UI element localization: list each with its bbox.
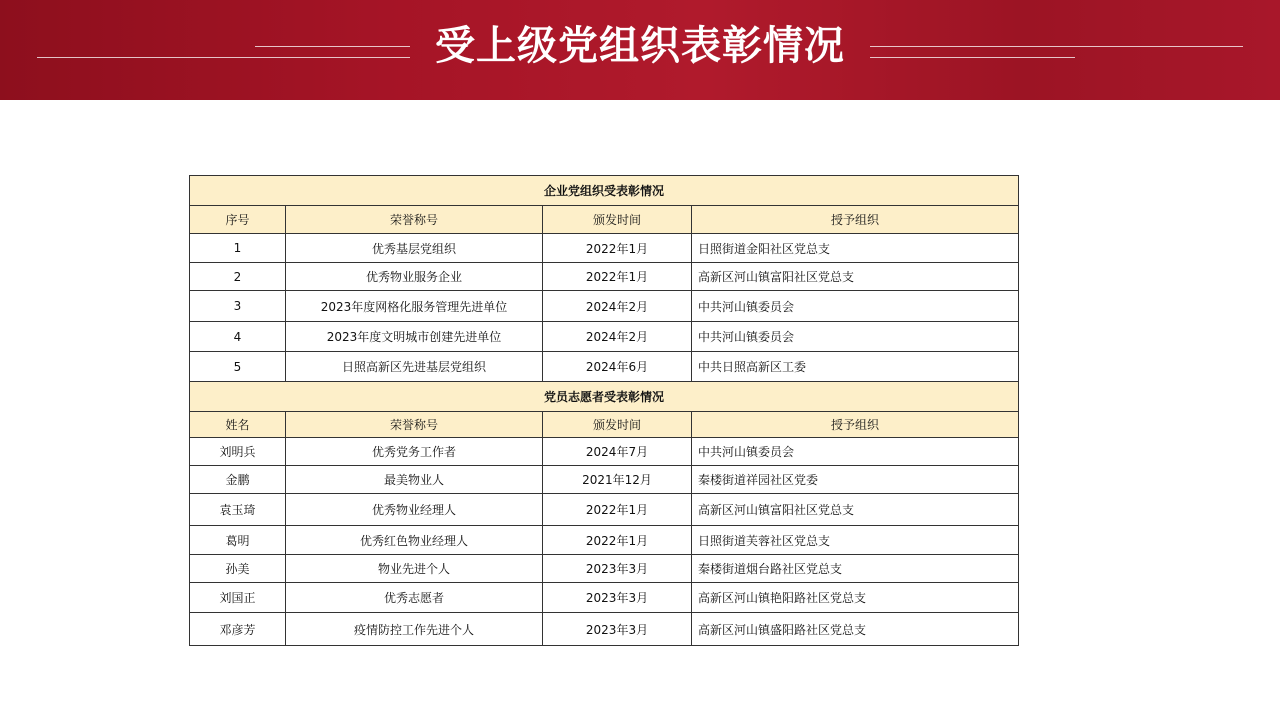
table-row <box>190 291 1019 322</box>
table-cell: 葛明 <box>190 526 286 555</box>
volunteer-section-title-row <box>190 382 1019 412</box>
table-row <box>190 263 1019 291</box>
table-cell: 优秀基层党组织 <box>286 234 543 263</box>
table-cell: 2022年1月 <box>543 234 692 263</box>
column-header: 授予组织 <box>692 206 1019 234</box>
column-header: 颁发时间 <box>543 412 692 438</box>
table-cell: 刘国正 <box>190 583 286 613</box>
table-row <box>190 494 1019 526</box>
table-cell: 物业先进个人 <box>286 555 543 583</box>
table-cell: 2021年12月 <box>543 466 692 494</box>
table-cell: 高新区河山镇艳阳路社区党总支 <box>692 583 1019 613</box>
table-cell: 疫情防控工作先进个人 <box>286 613 543 646</box>
table-cell: 中共河山镇委员会 <box>692 291 1019 322</box>
table-row <box>190 583 1019 613</box>
table-row <box>190 234 1019 263</box>
table-cell: 中共河山镇委员会 <box>692 322 1019 352</box>
column-header: 姓名 <box>190 412 286 438</box>
table-cell: 4 <box>190 322 286 352</box>
enterprise-section-header-row <box>190 206 1019 234</box>
table-cell: 日照高新区先进基层党组织 <box>286 352 543 382</box>
table-cell: 2022年1月 <box>543 263 692 291</box>
column-header: 荣誉称号 <box>286 206 543 234</box>
table-cell: 高新区河山镇富阳社区党总支 <box>692 494 1019 526</box>
table-cell: 金鹏 <box>190 466 286 494</box>
table-row <box>190 555 1019 583</box>
table-cell: 优秀志愿者 <box>286 583 543 613</box>
header-banner <box>0 0 1280 100</box>
table-cell: 3 <box>190 291 286 322</box>
table-cell: 最美物业人 <box>286 466 543 494</box>
page-title: 受上级党组织表彰情况 <box>435 22 845 69</box>
table-cell: 孙美 <box>190 555 286 583</box>
table-row <box>190 352 1019 382</box>
table-cell: 2023年3月 <box>543 613 692 646</box>
table-cell: 优秀党务工作者 <box>286 438 543 466</box>
table-cell: 中共河山镇委员会 <box>692 438 1019 466</box>
table-cell: 邓彦芳 <box>190 613 286 646</box>
table-cell: 2024年2月 <box>543 291 692 322</box>
table-cell: 高新区河山镇富阳社区党总支 <box>692 263 1019 291</box>
column-header: 荣誉称号 <box>286 412 543 438</box>
table-cell: 5 <box>190 352 286 382</box>
table-row <box>190 526 1019 555</box>
table-cell: 秦楼街道祥园社区党委 <box>692 466 1019 494</box>
honors-table <box>189 175 1019 646</box>
volunteer-section-header-row <box>190 412 1019 438</box>
table-row <box>190 613 1019 646</box>
table-cell: 中共日照高新区工委 <box>692 352 1019 382</box>
section-title: 党员志愿者受表彰情况 <box>190 382 1019 412</box>
table-cell: 2024年2月 <box>543 322 692 352</box>
table-cell: 2023年3月 <box>543 583 692 613</box>
table-cell: 秦楼街道烟台路社区党总支 <box>692 555 1019 583</box>
table-cell: 2023年3月 <box>543 555 692 583</box>
table-cell: 2023年度网格化服务管理先进单位 <box>286 291 543 322</box>
table-cell: 2024年6月 <box>543 352 692 382</box>
table-row <box>190 438 1019 466</box>
table-cell: 2024年7月 <box>543 438 692 466</box>
table-cell: 2023年度文明城市创建先进单位 <box>286 322 543 352</box>
column-header: 颁发时间 <box>543 206 692 234</box>
table-cell: 2 <box>190 263 286 291</box>
enterprise-section-title-row <box>190 176 1019 206</box>
table-row <box>190 322 1019 352</box>
table-cell: 2022年1月 <box>543 526 692 555</box>
table-cell: 优秀红色物业经理人 <box>286 526 543 555</box>
table-cell: 优秀物业服务企业 <box>286 263 543 291</box>
table-cell: 优秀物业经理人 <box>286 494 543 526</box>
table-cell: 日照街道芙蓉社区党总支 <box>692 526 1019 555</box>
section-title: 企业党组织受表彰情况 <box>190 176 1019 206</box>
column-header: 授予组织 <box>692 412 1019 438</box>
table-cell: 1 <box>190 234 286 263</box>
table-cell: 袁玉琦 <box>190 494 286 526</box>
table-cell: 日照街道金阳社区党总支 <box>692 234 1019 263</box>
column-header: 序号 <box>190 206 286 234</box>
table-cell: 2022年1月 <box>543 494 692 526</box>
table-cell: 刘明兵 <box>190 438 286 466</box>
table-cell: 高新区河山镇盛阳路社区党总支 <box>692 613 1019 646</box>
table-row <box>190 466 1019 494</box>
